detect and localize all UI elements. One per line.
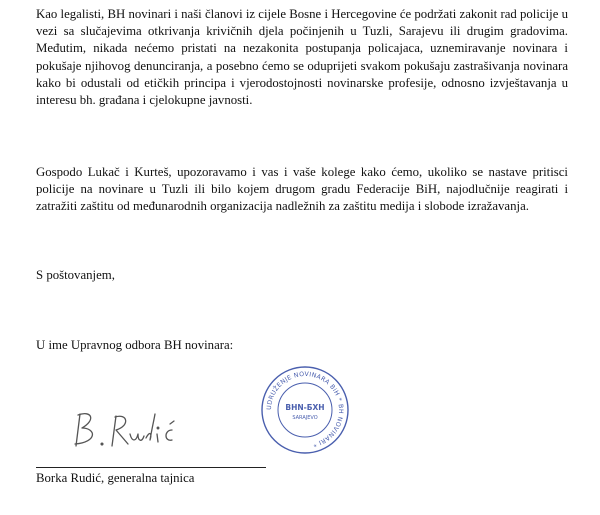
signatory-name: Borka Rudić, generalna tajnica — [36, 471, 195, 485]
closing-greeting: S poštovanjem, — [36, 268, 115, 282]
stamp-ring-text: UDRUŽENJE NOVINARA BiH * BH NOVINARI * — [265, 370, 345, 449]
handwritten-signature — [62, 400, 212, 456]
stamp-center-title: BHN-БХН — [285, 403, 325, 412]
on-behalf-line: U ime Upravnog odbora BH novinara: — [36, 338, 234, 352]
stamp-center-city: SARAJEVO — [292, 415, 318, 421]
paragraph-support-police: Kao legalisti, BH novinari i naši članovi iz cijele Bosne i Hercegovine će podržati zakonit rad policije u vezi sa slučajevima otkrivanja krivičnih djela počinjenih u Tuzli, Sarajevu ili drugim gradovima. Međutim, nikada nećemo pristati na nezakonita postupanja policajaca, uznemiravanje novinara i pokušaje njihovog denunciranja, a posebno ćemo se oduprijeti svakom pokušaju zastrašivanja novinara kako bi odustali od etičkih principa i vjerodostojnosti novinarske profesije, odnosno izvještavanja u interesu bh. građana i cjelokupne javnosti. — [36, 7, 568, 108]
organization-stamp — [259, 364, 351, 456]
signature-line — [36, 467, 266, 468]
paragraph-warning: Gospodo Lukač i Kurteš, upozoravamo i vas i vaše kolege kako ćemo, ukoliko se nastave pritisci policije na novinare u Tuzli ili bilo kojem drugom gradu Federacije BiH, najodlučnije reagirati i zatražiti zaštitu od međunarodnih organizacija nadležnih za zaštitu medija i slobode izražavanja. — [36, 165, 568, 214]
